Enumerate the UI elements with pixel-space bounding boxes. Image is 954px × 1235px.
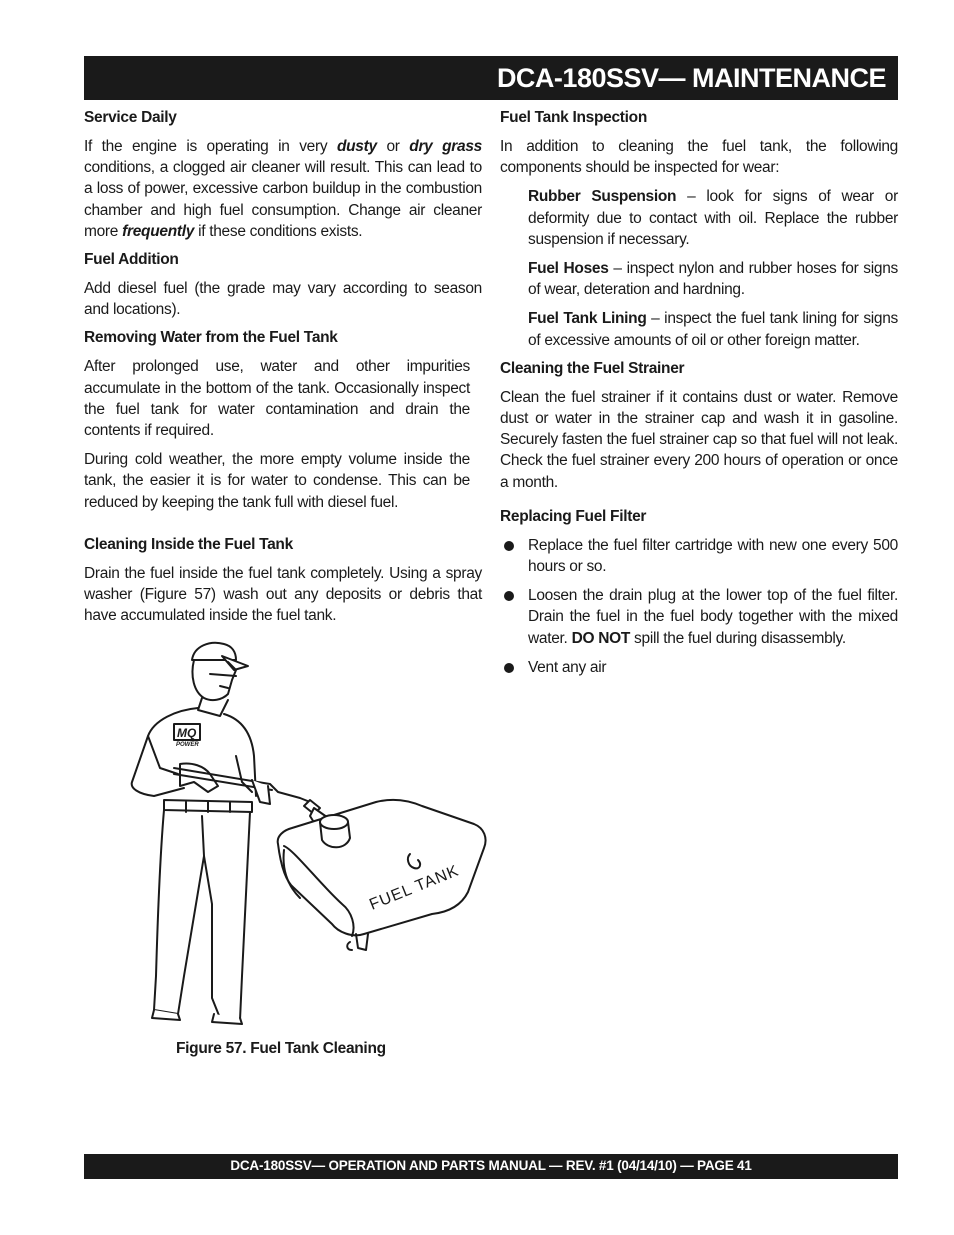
page-header <box>84 56 898 100</box>
removing-water-text-2: During cold weather, the more empty volume inside the tank, the easier it is for water to condense. This can be reduced by keeping the tank full with diesel fuel. <box>84 451 470 511</box>
strainer-text: Clean the fuel strainer if it contains dust or water. Remove dust or water in the strainer cap and wash it in gasoline. Securely fasten the fuel strainer cap so that fuel will not leak. Check the fuel strainer every 200 hours of operation or once a month. <box>500 388 898 491</box>
heading-service-daily: Service Daily <box>84 109 177 126</box>
svg-text:MQ: MQ <box>177 726 197 740</box>
fuel-tank-label: FUEL TANK <box>367 862 462 914</box>
fuel-tank-drawing <box>278 800 486 950</box>
heading-fuel-addition: Fuel Addition <box>84 251 179 269</box>
inspection-item-fuel-hoses: Fuel Hoses – inspect nylon and rubber hoses for signs of wear, deteration and hardning. <box>528 260 898 299</box>
inspection-item-rubber-suspension: Rubber Suspension – look for signs of wear or deformity due to contact with oil. Replace the rubber suspension if necessary. <box>528 188 898 248</box>
figure-caption: Figure 57. Fuel Tank Cleaning <box>176 1040 386 1057</box>
footer-text: DCA-180SSV— OPERATION AND PARTS MANUAL — REV. #1 (04/14/10) — PAGE 41 <box>230 1158 752 1173</box>
heading-cleaning-inside: Cleaning Inside the Fuel Tank <box>84 535 293 553</box>
heading-replacing-filter: Replacing Fuel Filter <box>500 507 647 525</box>
worker-figure <box>132 643 256 1024</box>
heading-removing-water: Removing Water from the Fuel Tank <box>84 329 338 347</box>
heading-cleaning-strainer: Cleaning the Fuel Strainer <box>500 359 685 377</box>
svg-text:POWER: POWER <box>176 742 199 748</box>
bullet-icon <box>504 541 514 551</box>
list-item: Loosen the drain plug at the lower top of the fuel filter. Drain the fuel in the fuel body together with the mixed water. DO NOT spill the fuel during disassembly. <box>500 585 898 649</box>
bullet-icon <box>504 591 514 601</box>
left-column <box>84 108 482 634</box>
cleaning-inside-text: Drain the fuel inside the fuel tank completely. Using a spray washer (Figure 57) wash out any deposits or debris that have accumulated inside the fuel tank. <box>84 564 482 625</box>
right-column <box>500 108 898 686</box>
filter-steps-list <box>500 535 898 678</box>
page-title: DCA-180SSV— MAINTENANCE <box>496 63 886 93</box>
list-item: Vent any air <box>500 657 898 678</box>
bullet-icon <box>504 663 514 673</box>
page-footer <box>84 1154 898 1179</box>
list-item: Replace the fuel filter cartridge with new one every 500 hours or so. <box>500 535 898 577</box>
heading-fuel-tank-inspection: Fuel Tank Inspection <box>500 109 648 126</box>
fuel-tank-cleaning-illustration <box>124 636 490 1026</box>
service-daily-text: If the engine is operating in very dusty or dry grass conditions, a clogged air cleaner will result. This can lead to a loss of power, excessive carbon buildup in the combustion chamber and high fuel consumption. Change air cleaner more frequently if these conditions exists. <box>84 138 483 240</box>
removing-water-text-1: After prolonged use, water and other impurities accumulate in the bottom of the tank. Occasionally inspect the fuel tank for water contamination and drain the contents if required. <box>84 358 470 440</box>
inspection-item-fuel-tank-lining: Fuel Tank Lining – inspect the fuel tank lining for signs of excessive amounts of oil or other foreign matter. <box>528 310 898 349</box>
fuel-addition-text: Add diesel fuel (the grade may vary according to season and locations). <box>84 280 482 319</box>
inspection-intro: In addition to cleaning the fuel tank, the following components should be inspected for wear: <box>500 138 898 177</box>
